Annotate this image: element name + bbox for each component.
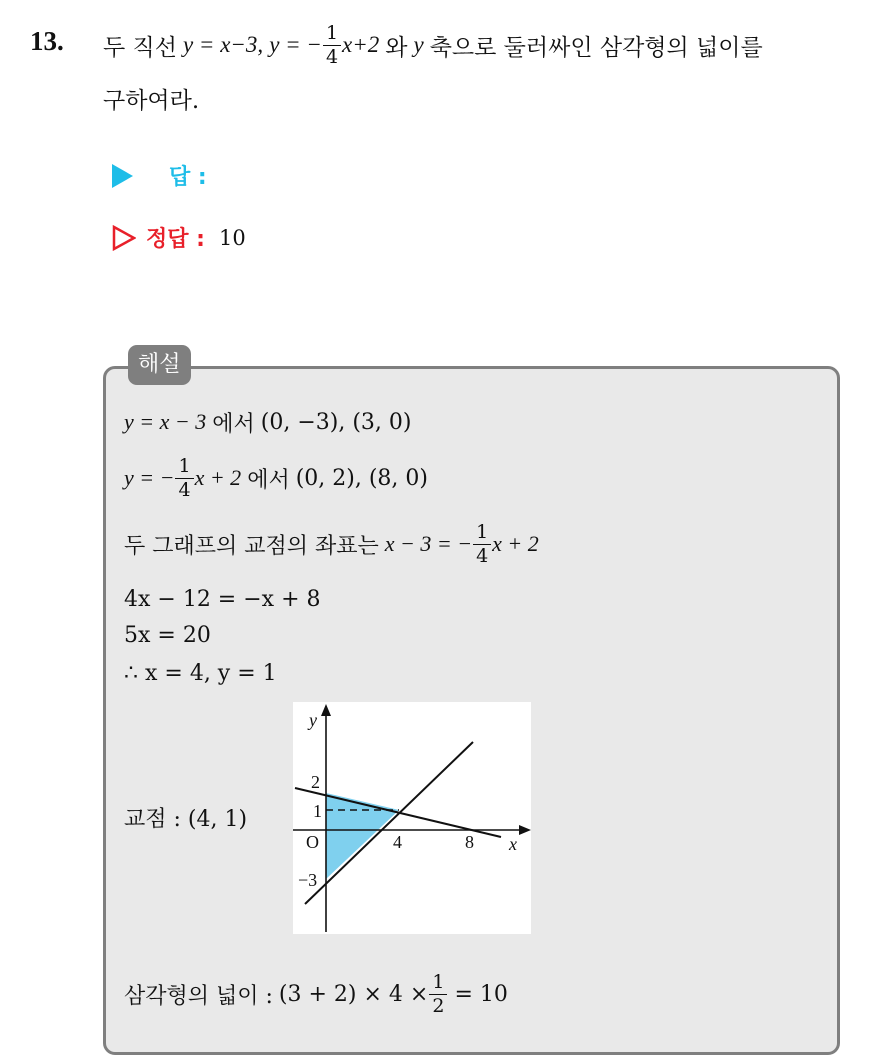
sol-l3-rhs: x + 2 (492, 531, 539, 556)
shaded-triangle (326, 793, 399, 879)
fraction-denominator: 4 (323, 45, 341, 67)
sol-l1-equation: y = x − 3 (124, 409, 207, 434)
area-text: 삼각형의 넓이 : (124, 983, 273, 1009)
area-fraction (429, 970, 447, 1017)
sol-l2-word: 에서 (247, 467, 290, 493)
hollow-triangle-icon (112, 225, 136, 251)
y-axis-arrow (321, 704, 331, 716)
x-tick-8: 8 (465, 832, 474, 852)
sol-l2-points: (0, 2), (8, 0) (295, 465, 428, 491)
line1-equation: y = x−3, (182, 32, 264, 57)
line2-lhs: y = − (269, 32, 322, 57)
y-tick-minus-3: −3 (298, 870, 318, 890)
solution-tag: 해설 (128, 345, 191, 385)
solution-line-6: ∴ x = 4, y = 1 (124, 660, 277, 686)
question-number: 13. (30, 26, 64, 56)
correct-answer-row (112, 222, 246, 253)
y-tick-2: 2 (311, 772, 320, 792)
x-axis-arrow (519, 825, 531, 835)
fraction-denominator: 2 (429, 994, 447, 1016)
answer-label: 답 : (169, 165, 207, 190)
sol-l2-rhs: x + 2 (194, 465, 242, 490)
question-axis: y (413, 32, 424, 57)
fraction-numerator: 1 (178, 454, 191, 477)
question-particle: 와 (385, 34, 408, 61)
solution-line-1 (124, 404, 411, 440)
correct-answer-value: 10 (218, 225, 246, 250)
sol-l3-fraction (473, 520, 491, 567)
fraction-numerator: 1 (325, 21, 339, 44)
x-tick-4: 4 (393, 832, 402, 852)
question-text-line-2: 구하여라. (103, 88, 200, 114)
sol-l3-text: 두 그래프의 교점의 좌표는 (124, 533, 379, 559)
sol-l1-points: (0, −3), (3, 0) (260, 409, 412, 435)
solution-area-line (124, 964, 508, 1024)
sol-l2-lhs: y = − (124, 465, 175, 490)
correct-answer-label: 정답 : (146, 227, 205, 252)
fraction-numerator: 1 (432, 970, 445, 993)
fraction-denominator: 4 (473, 544, 491, 566)
area-result: = 10 (454, 981, 508, 1007)
fraction-numerator: 1 (476, 520, 489, 543)
sol-l1-word: 에서 (212, 411, 255, 437)
origin-label: O (306, 832, 319, 852)
fraction-denominator: 4 (175, 478, 193, 500)
solution-line-2 (124, 448, 428, 508)
sol-l3-lhs: x − 3 = − (384, 531, 473, 556)
graph (293, 702, 531, 934)
solution-line-5: 5x = 20 (124, 622, 211, 648)
sol-l2-fraction (175, 454, 193, 501)
graph-svg (293, 702, 531, 934)
area-expression: (3 + 2) × 4 × (278, 981, 429, 1007)
line2-fraction (323, 21, 341, 68)
question-intro: 두 직선 (103, 34, 177, 61)
y-axis-label: y (309, 710, 317, 730)
answer-row (112, 160, 207, 191)
y-tick-1: 1 (313, 801, 322, 821)
question-tail: 축으로 둘러싸인 삼각형의 넓이를 (429, 34, 763, 61)
intersection-label: 교점 : (4, 1) (124, 806, 248, 832)
play-triangle-icon (112, 164, 133, 188)
question-text-line-1 (103, 22, 763, 68)
solution-line-3 (124, 514, 539, 574)
solution-line-4: 4x − 12 = −x + 8 (124, 586, 321, 612)
line2-rhs: x+2 (342, 32, 380, 57)
x-axis-label: x (509, 834, 517, 854)
